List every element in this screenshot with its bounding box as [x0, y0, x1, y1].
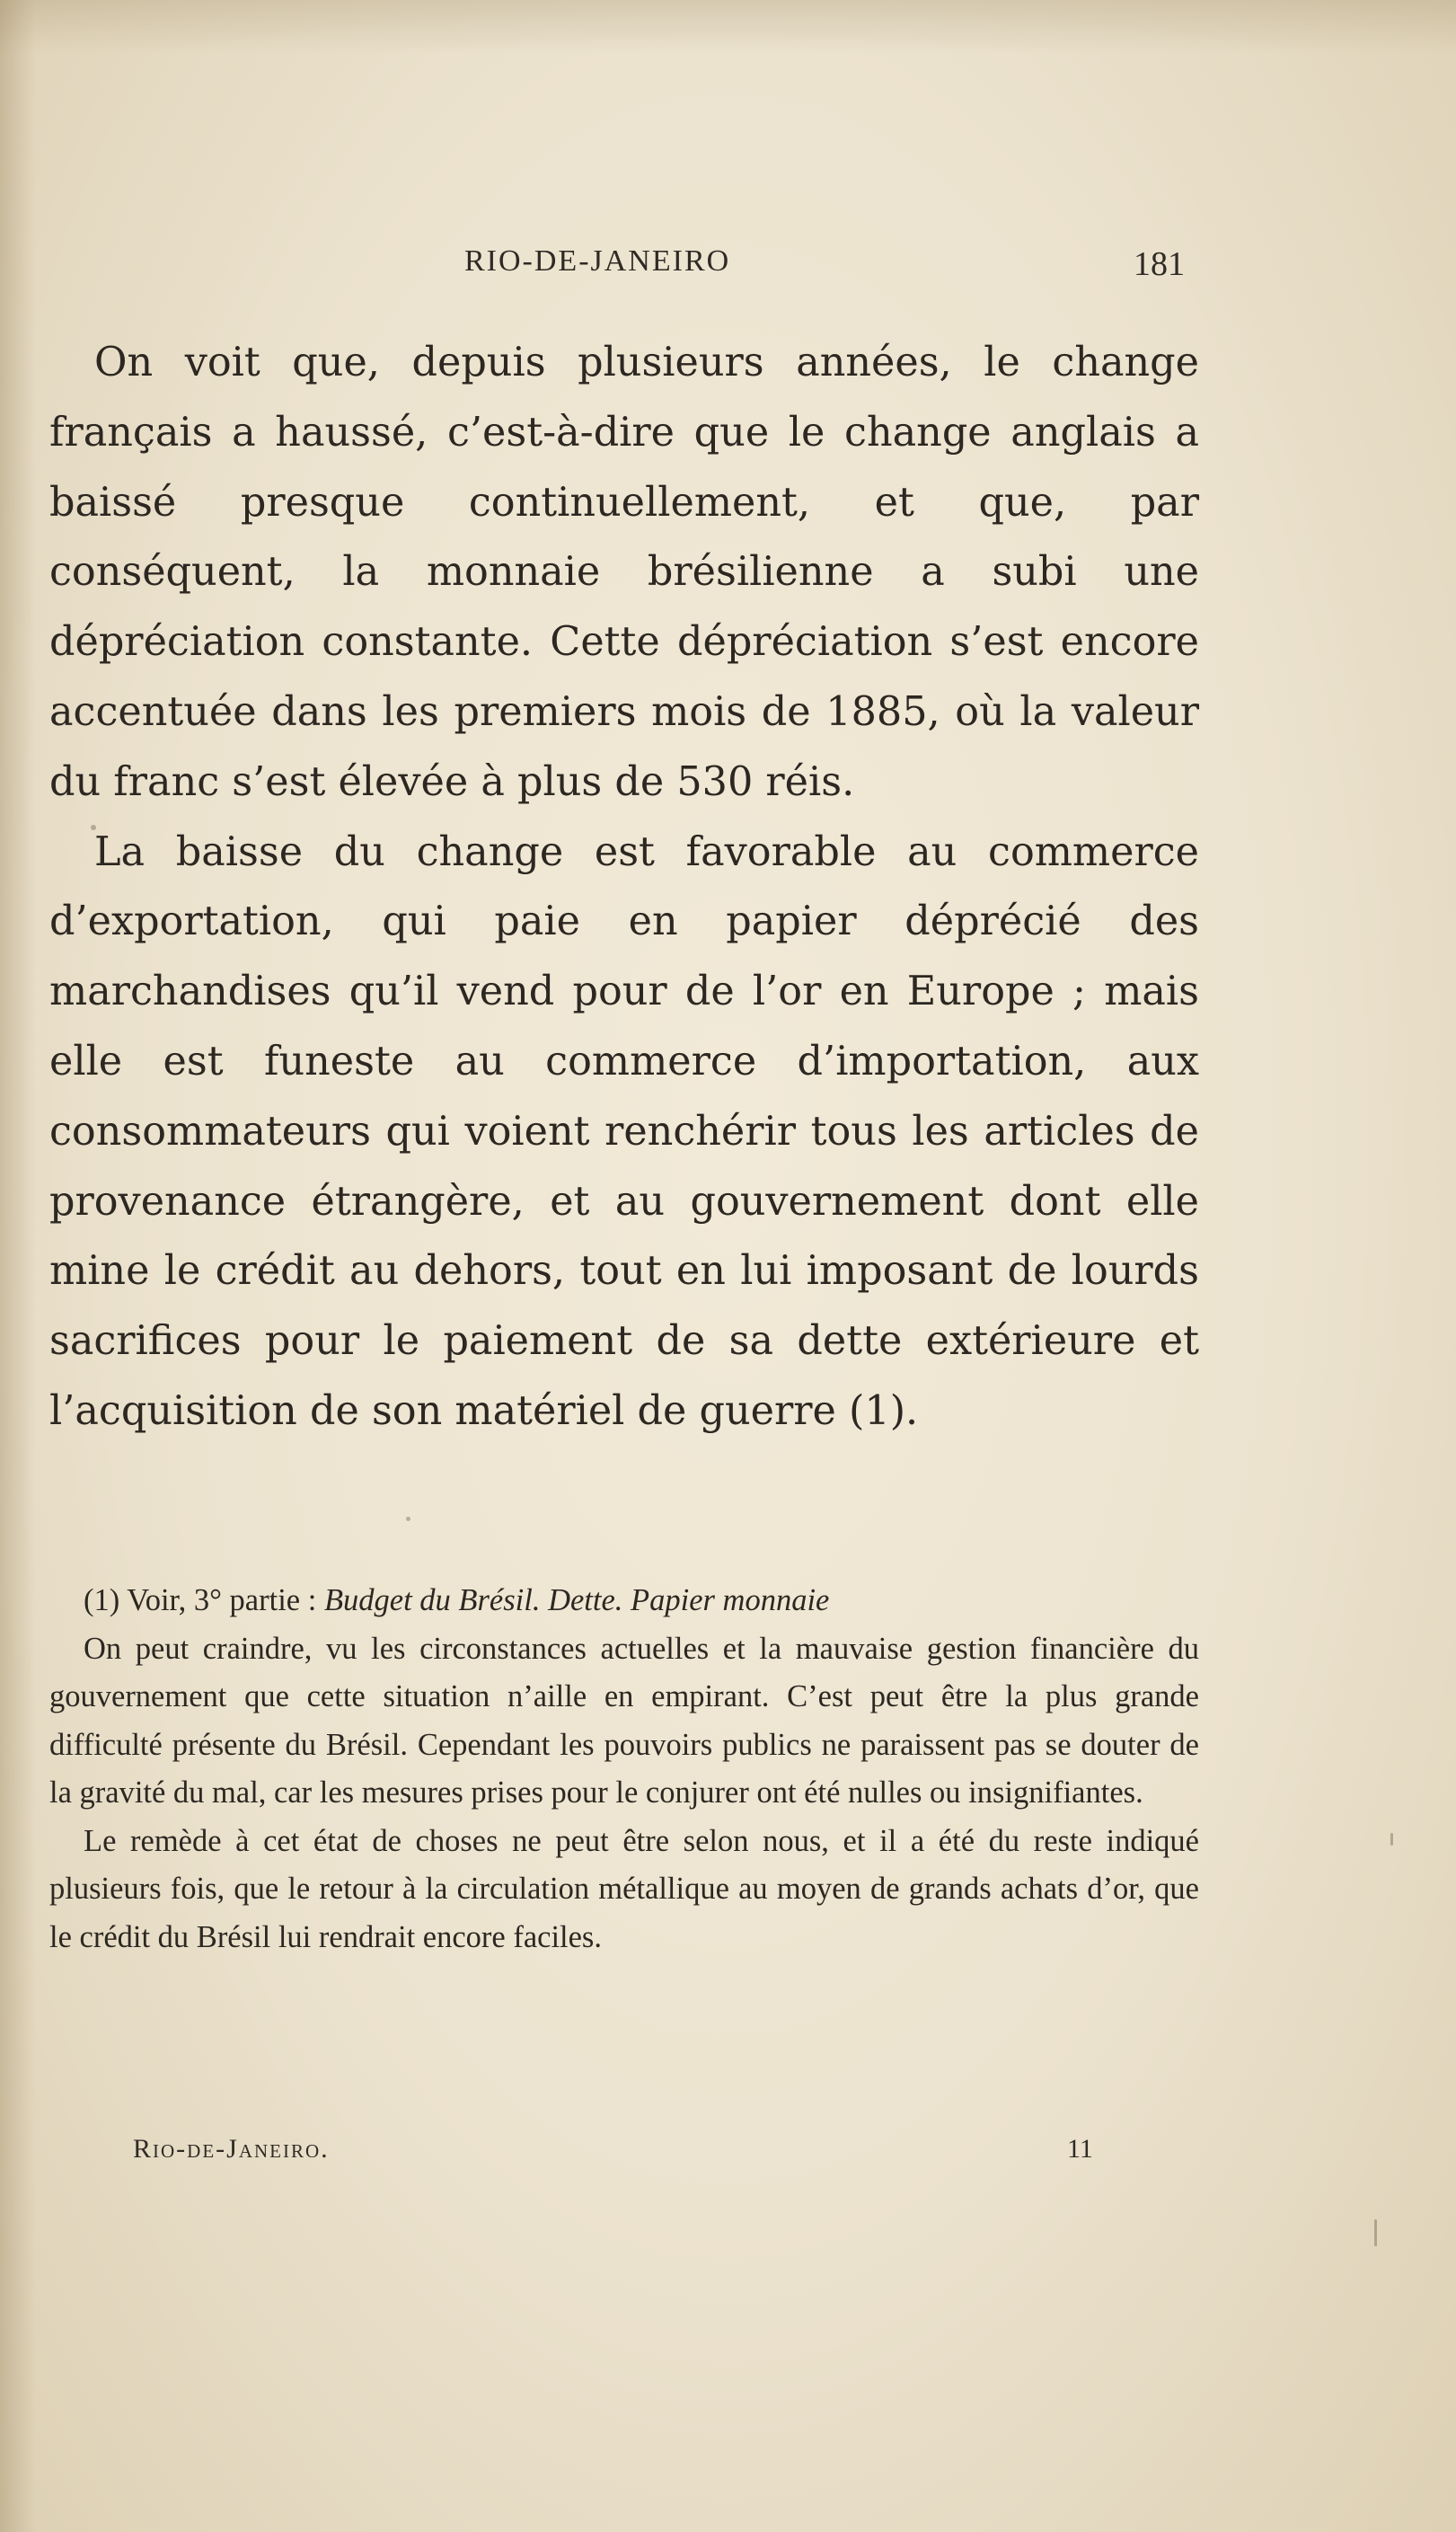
- body-text: [49, 328, 1199, 1447]
- page-edge-shadow: [0, 0, 36, 2532]
- paper-speck: [1390, 1833, 1393, 1846]
- running-title: RIO-DE-JANEIRO: [464, 244, 731, 278]
- footnote-1-reference: Budget du Brésil. Dette. Papier monnaie: [323, 1583, 830, 1617]
- paragraph-1: On voit que, depuis plusieurs années, le change français a haussé, c’est-à-dire que le change anglais a baissé presque continuellement, et que, par conséquent, la monnaie brésilienne a subi une dépréciation constante. Cette dépréciation s’est encore accentuée dans les premiers mois de 1885, où la valeur du franc s’est élevée à plus de 530 réis.: [49, 340, 1199, 805]
- footnote-3: Le remède à cet état de choses ne peut être selon nous, et il a été du reste indiqué plusieurs fois, que le retour à la circulation métallique au moyen de grands achats d’or, que le crédit du Brésil lui rendrait encore faciles.: [49, 1823, 1199, 1954]
- paper-speck: [406, 1517, 410, 1521]
- paper-speck: [91, 825, 96, 830]
- running-head: [49, 244, 1199, 289]
- paragraph-2: La baisse du change est favorable au commerce d’exportation, qui paie en papier déprécié des marchandises qu’il vend pour de l’or en Europe ; mais elle est funeste au commerce d’importation, aux consommateurs qui voient renchérir tous les articles de provenance étrangère, et au gouvernement dont elle mine le crédit au dehors, tout en lui imposant de lourds sacrifices pour le paiement de sa dette extérieure et l’acquisition de son matériel de guerre (1).: [49, 828, 1199, 1434]
- signature-number: 11: [1067, 2134, 1093, 2164]
- footnote-2: On peut craindre, vu les circonstances actuelles et la mauvaise gestion financière du gouvernement que cette situation n’aille en empirant. C’est peut être la plus grande difficulté présente du Brésil. Cependant les pouvoirs publics ne paraissent pas se douter de la gravité du mal, car les mesures prises pour le conjurer ont été nulles ou insignifiantes.: [49, 1631, 1199, 1810]
- signature-line: [133, 2134, 1103, 2174]
- paper-speck: [1374, 2219, 1377, 2246]
- footnote-1-prefix: (1) Voir, 3° partie :: [84, 1583, 324, 1617]
- page-top-shadow: [0, 0, 1456, 54]
- signature-title: Rio-de-Janeiro.: [133, 2134, 330, 2164]
- page-number: 181: [1134, 245, 1185, 283]
- footnotes: [49, 1577, 1199, 1961]
- footnote-1: [49, 1577, 1199, 1625]
